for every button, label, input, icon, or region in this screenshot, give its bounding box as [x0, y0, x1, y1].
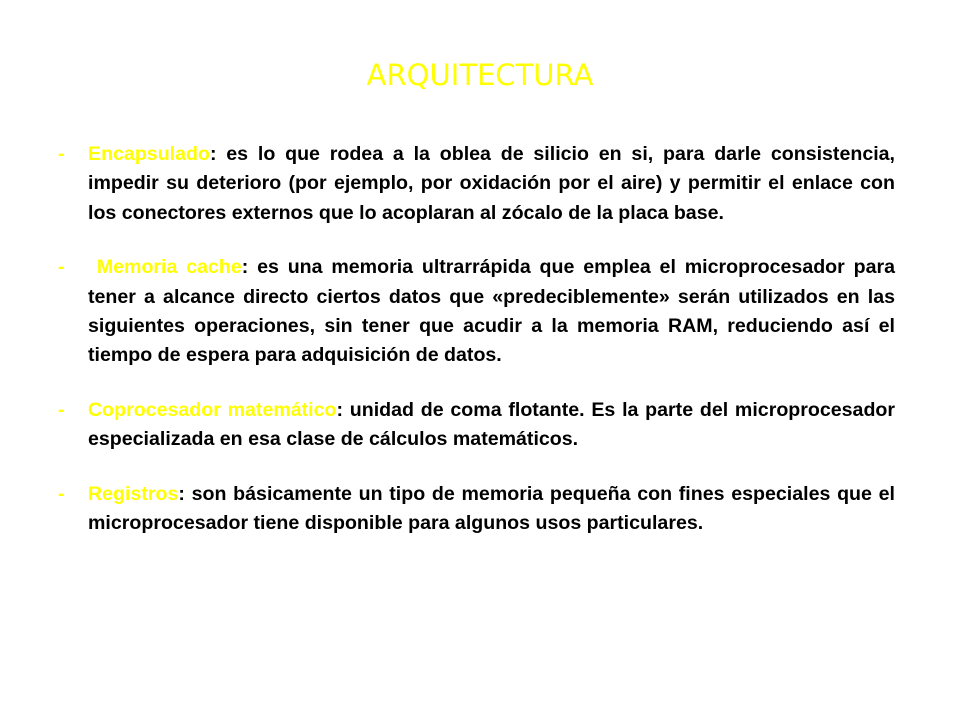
bullet-dash: -	[58, 256, 65, 279]
definition-text: : son básicamente un tipo de memoria pequeña con fines especiales que el microprocesador tiene disponible para algunos usos particulares.	[88, 482, 895, 535]
bullet-dash: -	[58, 143, 65, 165]
bullet-dash: -	[58, 398, 65, 421]
definition-text: : unidad de coma flotante. Es la parte del microprocesador especializada en esa clase de cálculos matemáticos.	[88, 398, 896, 451]
term-encapsulado: Encapsulado	[88, 143, 210, 165]
term-coprocesador: Coprocesador matemático	[88, 398, 337, 421]
page-title: ARQUITECTURA	[366, 58, 594, 92]
bullet-dash: -	[58, 482, 65, 505]
definition-text: : es una memoria ultrarrápida que emplea el microprocesador para tener a alcance directo ciertos datos que «predeciblemente» serán utilizados en las siguientes operaciones, sin tener que acudir a la memoria RAM, reduciendo así el tiempo de espera para adquisición de datos.	[88, 256, 895, 367]
definition-list	[57, 140, 895, 538]
list-item-coprocesador	[57, 396, 895, 455]
list-item-memoria-cache	[57, 253, 895, 371]
list-item-encapsulado	[57, 140, 895, 228]
list-item-registros	[57, 480, 895, 539]
term-memoria-cache: Memoria cache	[88, 256, 242, 279]
definition-text: : es lo que rodea a la oblea de silicio en si, para darle consistencia, impedir su deterioro (por ejemplo, por oxidación por el aire) y permitir el enlace con los conectores externos que lo acoplaran al zócalo de la placa base.	[88, 143, 895, 224]
term-registros: Registros	[88, 482, 179, 505]
